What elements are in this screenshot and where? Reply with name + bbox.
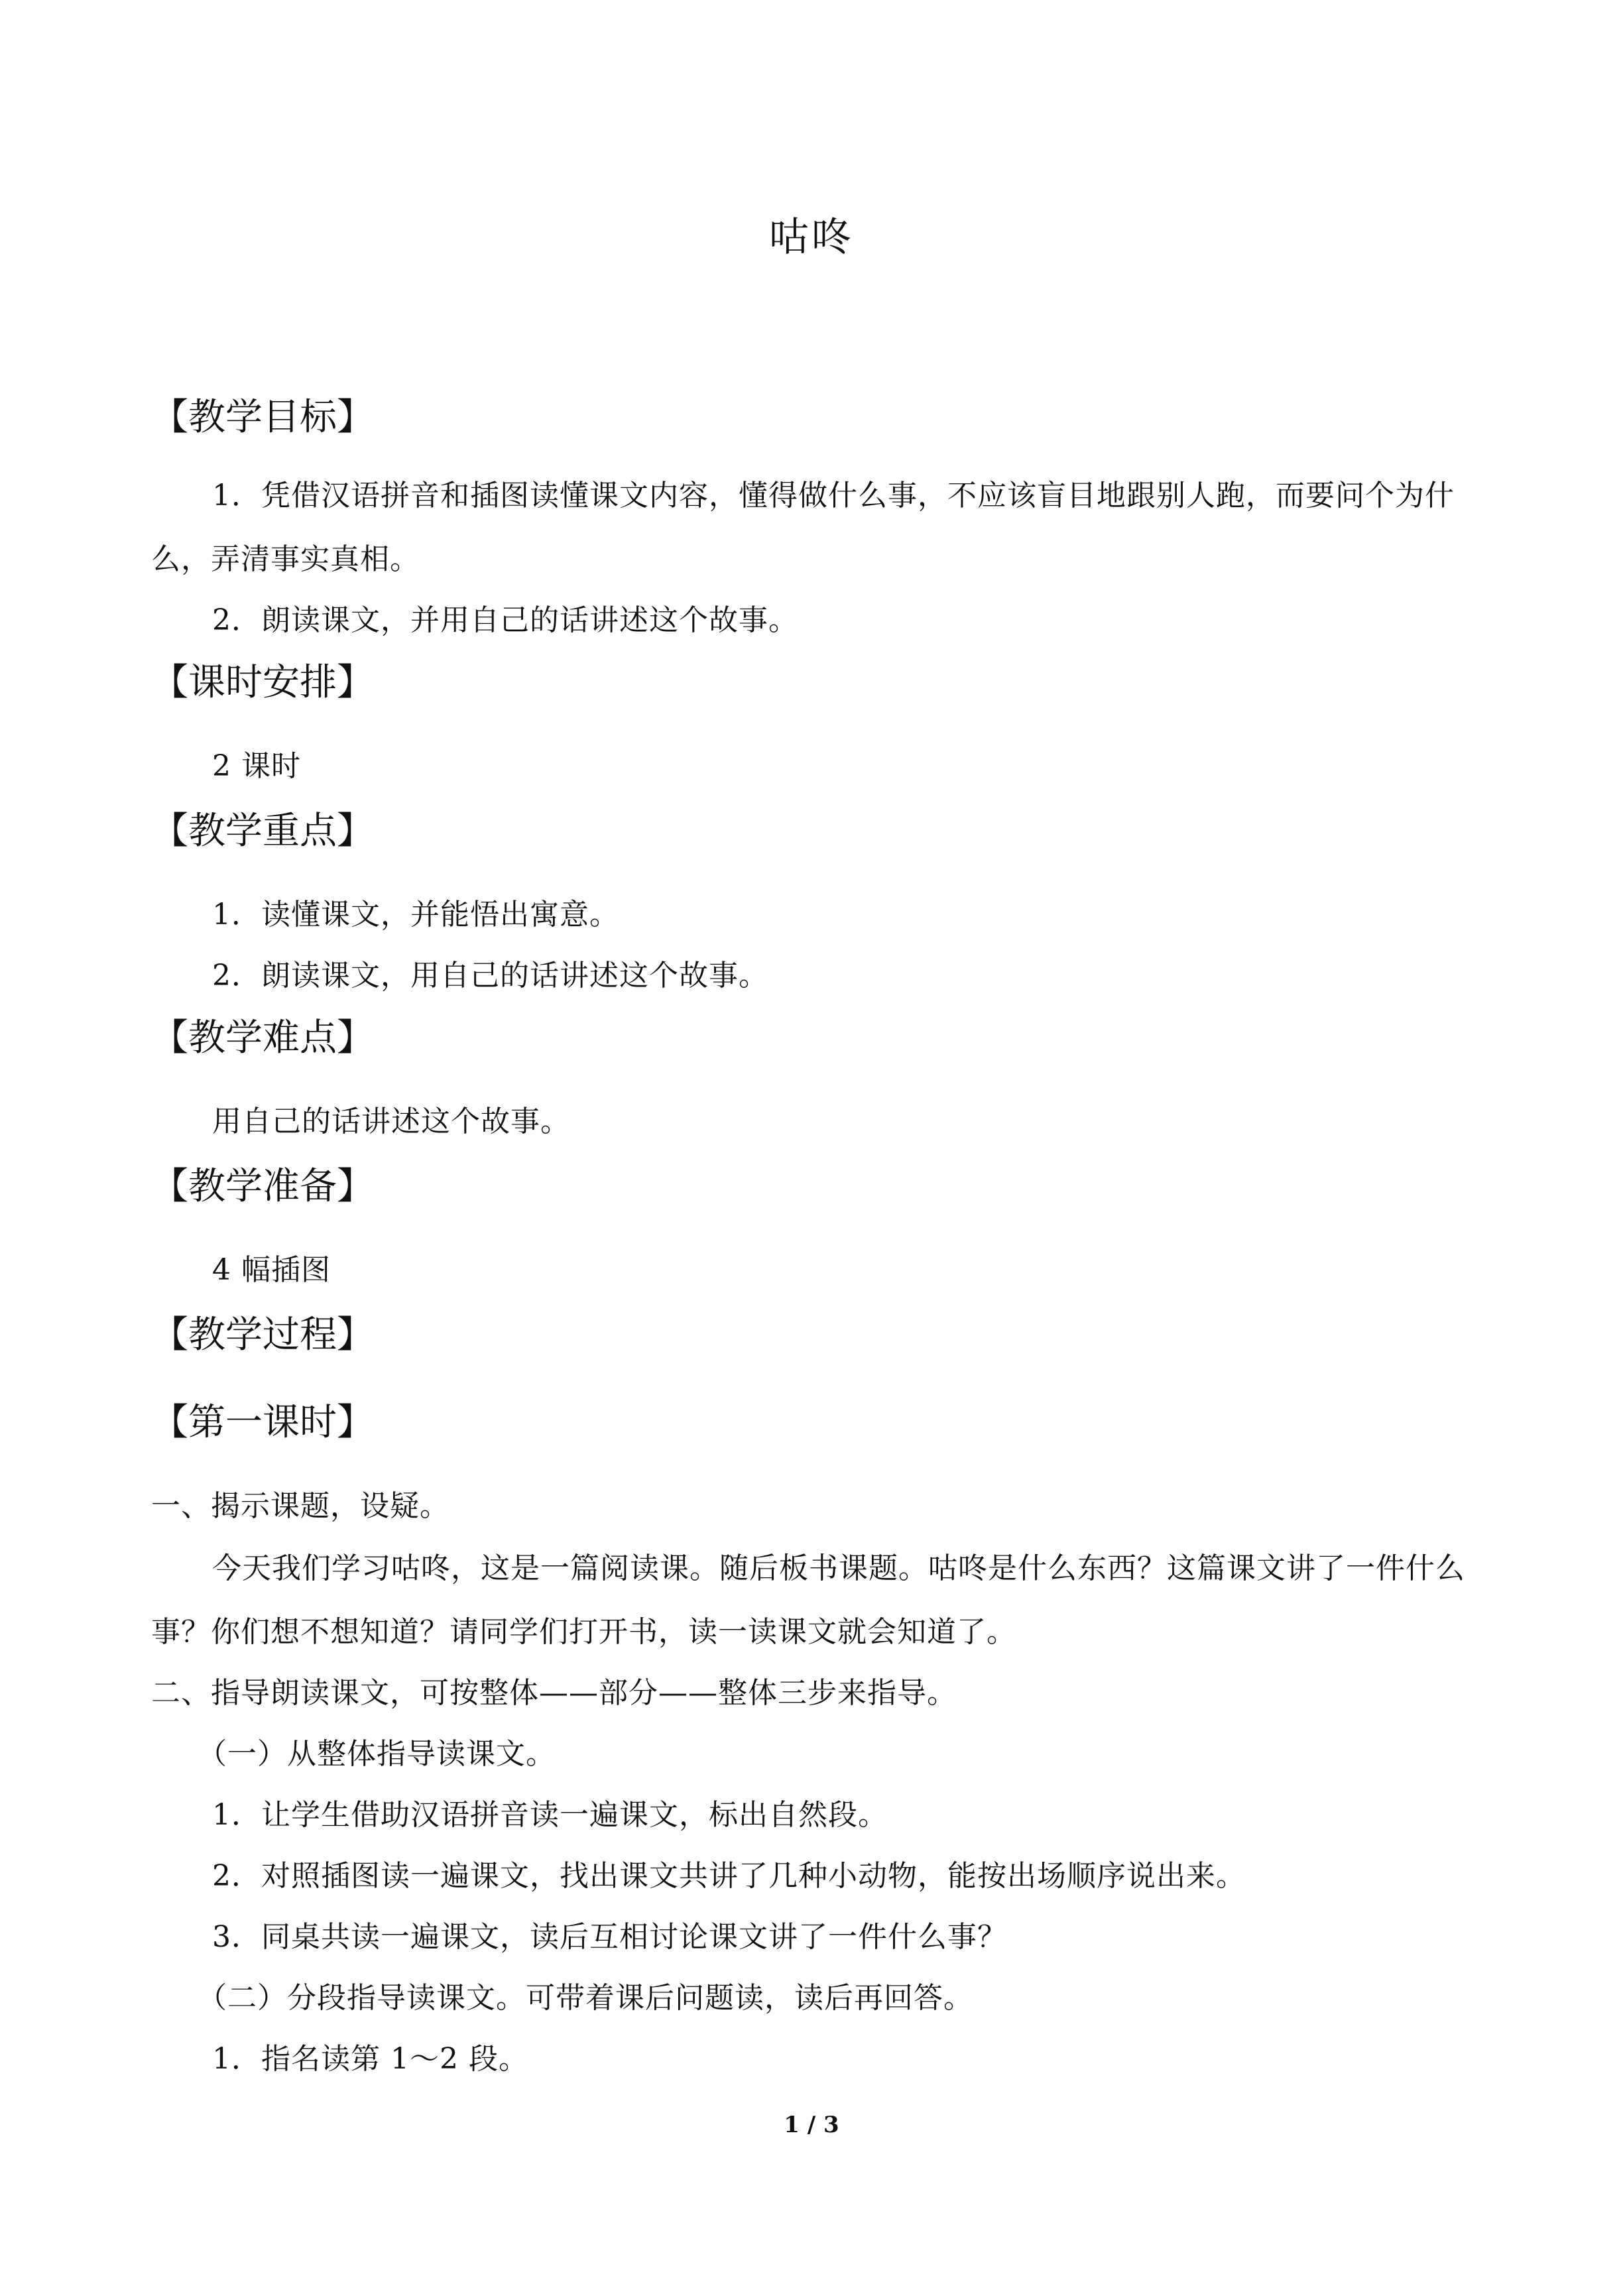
lesson1-step-2-part-b: （二）分段指导读课文。可带着课后问题读，读后再回答。 [198, 1981, 973, 2015]
section-heading-schedule: 【课时安排】 [151, 661, 374, 704]
key-point-2: 2．朗读课文，用自己的话讲述这个故事。 [212, 959, 768, 993]
lesson1-step-2-part-a: （一）从整体指导读课文。 [198, 1737, 556, 1771]
lesson1-step-1-text: 今天我们学习咕咚，这是一篇阅读课。随后板书课题。咕咚是什么东西？这篇课文讲了一件什么事？你们想不想知道？请同学们打开书，读一读课文就会知道了。 [151, 1551, 1465, 1649]
lesson1-step-2-a-item-2: 2．对照插图读一遍课文，找出课文共讲了几种小动物，能按出场顺序说出来。 [212, 1859, 1246, 1893]
section-heading-key-points: 【教学重点】 [151, 810, 374, 853]
page-title: 咕咚 [769, 214, 854, 261]
schedule-text: 2 课时 [212, 749, 301, 783]
difficulties-text: 用自己的话讲述这个故事。 [212, 1105, 570, 1138]
section-heading-lesson-1: 【第一课时】 [151, 1401, 374, 1444]
lesson1-step-2-a-item-3: 3．同桌共读一遍课文，读后互相讨论课文讲了一件什么事？ [212, 1920, 1007, 1954]
key-point-1: 1．读懂课文，并能悟出寓意。 [212, 898, 619, 932]
goals-item-1: 1．凭借汉语拼音和插图读懂课文内容，懂得做什么事，不应该盲目地跟别人跑，而要问个为什么，弄清事实真相。 [151, 479, 1455, 576]
lesson1-step-2-a-item-1: 1．让学生借助汉语拼音读一遍课文，标出自然段。 [212, 1798, 888, 1832]
lesson1-step-2-b-item-1: 1．指名读第 1～2 段。 [212, 2042, 528, 2076]
page-number: 1 / 3 [784, 2112, 839, 2138]
section-heading-goals: 【教学目标】 [151, 396, 374, 439]
section-heading-difficulties: 【教学难点】 [151, 1016, 374, 1059]
goals-item-2: 2．朗读课文，并用自己的话讲述这个故事。 [212, 603, 798, 637]
section-heading-preparation: 【教学准备】 [151, 1165, 374, 1208]
section-heading-process: 【教学过程】 [151, 1313, 374, 1357]
lesson1-step-1: 一、揭示课题，设疑。 [151, 1489, 450, 1523]
lesson1-step-2: 二、指导朗读课文，可按整体——部分——整体三步来指导。 [151, 1676, 957, 1710]
preparation-text: 4 幅插图 [212, 1253, 331, 1287]
